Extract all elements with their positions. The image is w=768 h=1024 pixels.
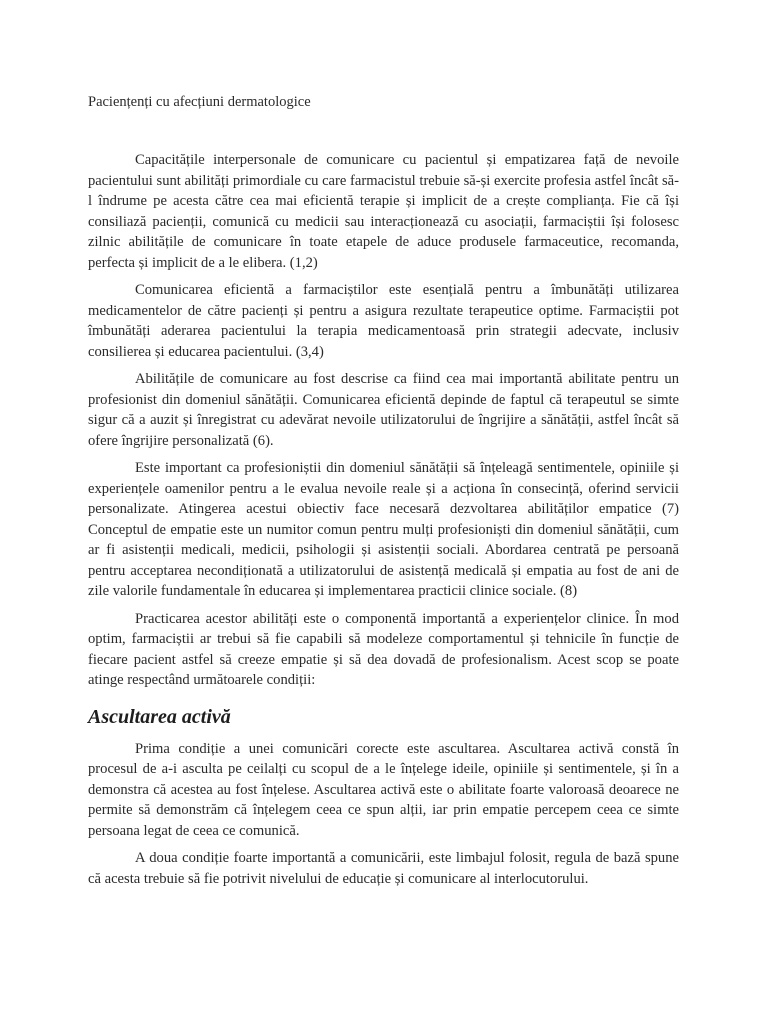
section-heading-active-listening: Ascultarea activă (88, 705, 231, 728)
paragraph-section-2: A doua condiție foarte importantă a comunicării, este limbajul folosit, regula de bază spune că acesta trebuie să fie potrivit nivelului de educație și comunicare al interlocutorului. (88, 850, 679, 887)
document-title: Paciențenți cu afecțiuni dermatologice (88, 94, 311, 110)
paragraph-section-1: Prima condiție a unei comunicări corecte este ascultarea. Ascultarea activă constă în procesul de a-i asculta pe ceilalți cu scopul de a le înțelege ideile, opiniile și sentimentele, și în a demonstra că acestea au fost înțelese. Ascultarea activă este o abilitate foarte valoroasă deoarece ne permite să demonstrăm că înțelegem ceea ce spun alții, iar prin empatie percepem ceea ce simte persoana legat de ceea ce comunică. (88, 740, 679, 839)
paragraph-intro-5: Practicarea acestor abilități este o componentă importantă a experiențelor clinice. În mod optim, farmaciștii ar trebui să fie capabili să modeleze comportamentul și tehnicile în funcție de fiecare pacient astfel să creeze empatie și să dea dovadă de profesionalism. Acest scop se poate atinge respectând următoarele condiții: (88, 610, 679, 688)
paragraph-intro-2: Comunicarea eficientă a farmaciștilor este esențială pentru a îmbunătăți utilizarea medicamentelor de către pacienți și pentru a asigura rezultate terapeutice optime. Farmaciștii pot îmbunătăți aderarea pacientului la terapia medicamentoasă prin strategii adecvate, inclusiv consilierea și educarea pacientului. (3,4) (88, 282, 679, 360)
document-body (88, 150, 679, 896)
paragraph-intro-1: Capacitățile interpersonale de comunicare cu pacientul și empatizarea față de nevoile pacientului sunt abilități primordiale cu care farmacistul trebuie să-și exercite profesia astfel încât să-l îndrume pe acesta către cea mai eficientă terapie și implicit de a crește complianța. Fie că își consiliază pacienții, comunică cu medicii sau interacționează cu asociații, farmaciștii își folosesc zilnic abilitățile de comunicare în toate etapele de aduce produsele farmaceutice, recomanda, perfecta și implicit de a le elibera. (1,2) (88, 152, 679, 271)
paragraph-intro-3: Abilitățile de comunicare au fost descrise ca fiind cea mai importantă abilitate pentru un profesionist din domeniul sănătății. Comunicarea eficientă depinde de faptul că terapeutul se simte sigur că a auzit și înregistrat cu adevărat nevoile utilizatorului de îngrijire a sănătății, astfel încât să ofere îngrijire personalizată (6). (88, 371, 679, 449)
paragraph-intro-4: Este important ca profesioniștii din domeniul sănătății să înțeleagă sentimentele, opiniile și experiențele oamenilor pentru a le evalua nevoile reale și a acționa în consecință, oferind servicii personalizate. Atingerea acestui obiectiv face necesară dezvoltarea abilităților empatice (7) Conceptul de empatie este un numitor comun pentru mulți profesioniști din domeniul sănătății, cum ar fi asistenții medicali, medicii, psihologii și asistenții sociali. Abordarea centrată pe persoană pentru acceptarea necondiționată a utilizatorului de asistență medicală și empatia au fost de ani de zile valorile fundamentale în educarea și implementarea practicii clinice sociale. (8) (88, 460, 679, 599)
